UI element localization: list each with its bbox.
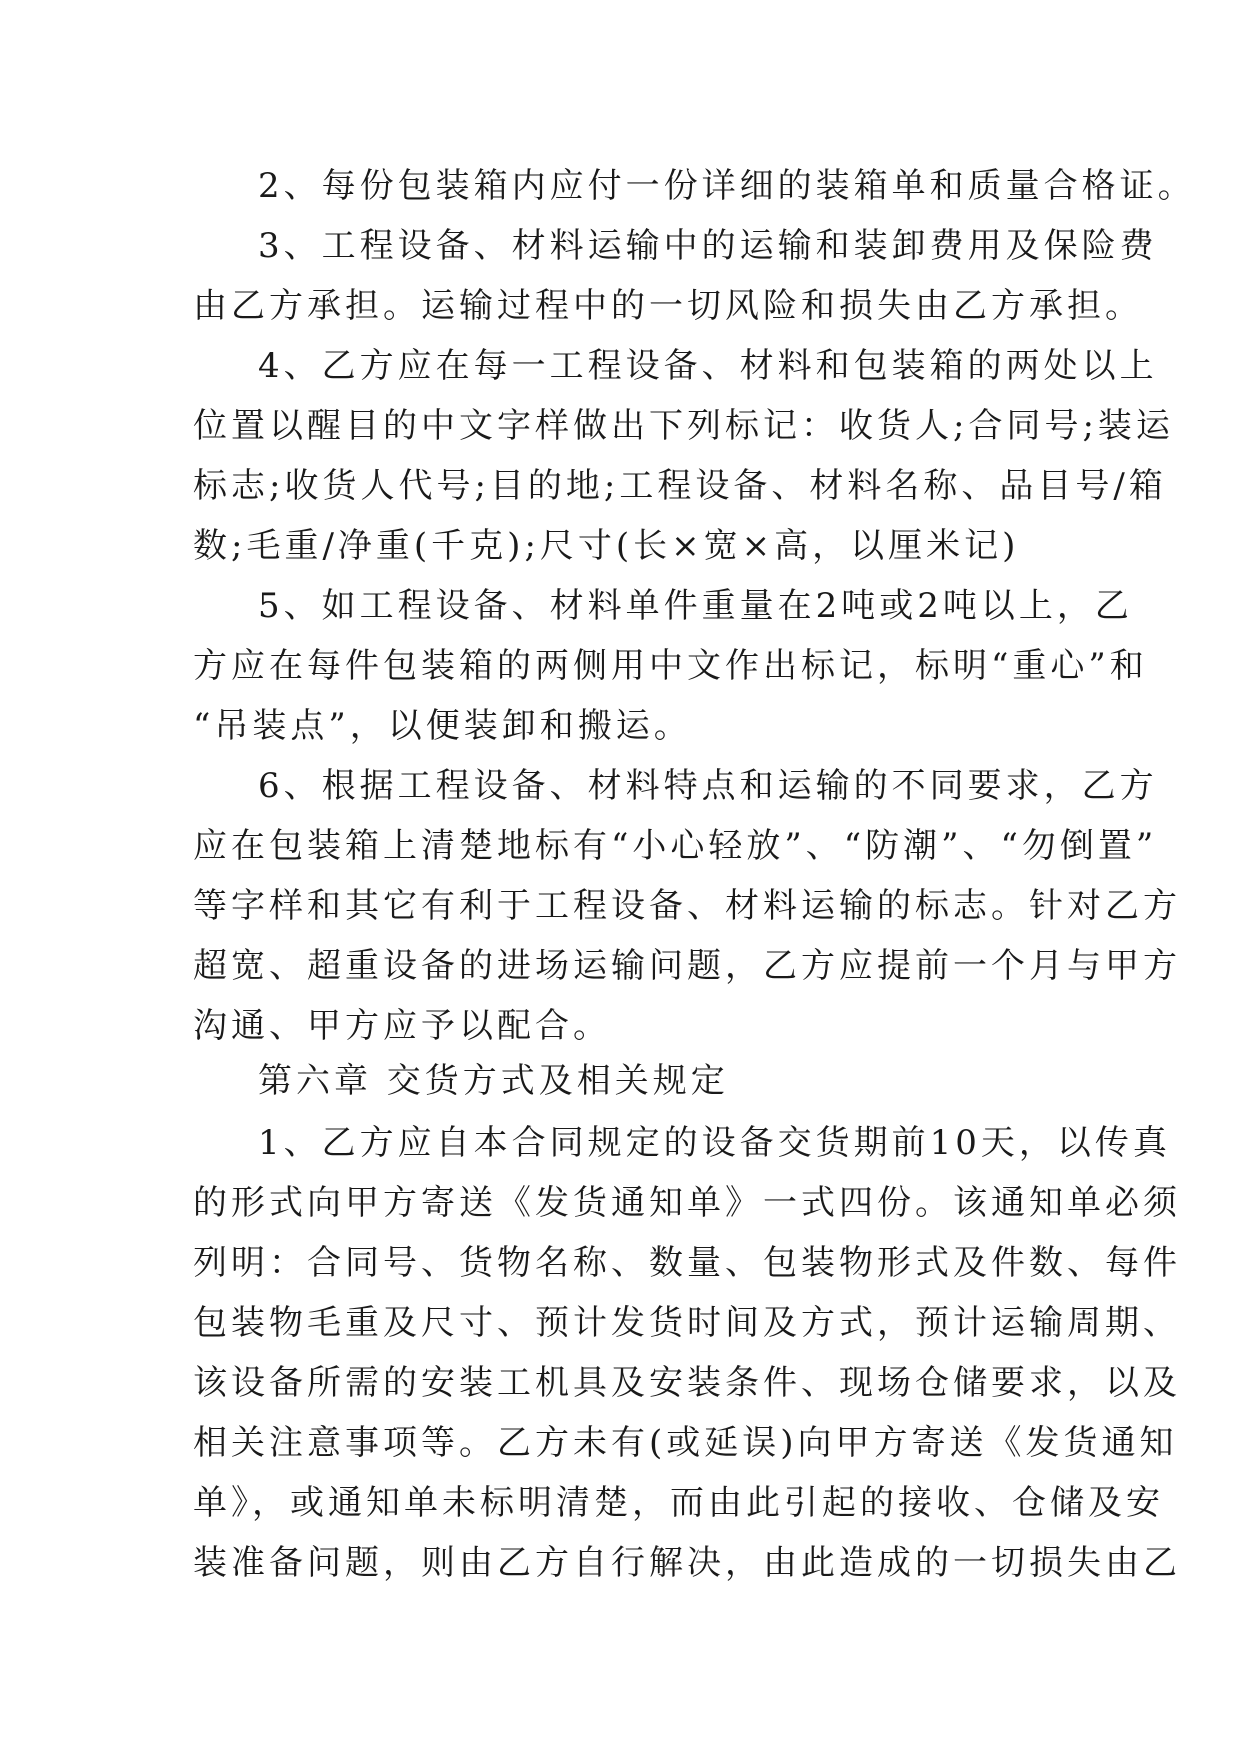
paragraph-3-line-1: 3、工程设备、材料运输中的运输和装卸费用及保险费 — [258, 226, 1158, 266]
paragraph-6-line-1: 6、根据工程设备、材料特点和运输的不同要求，乙方 — [258, 766, 1158, 806]
chapter6-paragraph-1-line-7: 单》，或通知单未标明清楚，而由此引起的接收、仓储及安 — [193, 1483, 1164, 1523]
paragraph-5-line-2: 方应在每件包装箱的两侧用中文作出标记，标明“重心”和 — [193, 646, 1148, 686]
chapter6-paragraph-1-line-3: 列明：合同号、货物名称、数量、包装物形式及件数、每件 — [193, 1243, 1181, 1283]
paragraph-2-line-1: 2、每份包装箱内应付一份详细的装箱单和质量合格证。 — [258, 166, 1196, 206]
paragraph-4-line-4: 数;毛重/净重(千克);尺寸(长×宽×高，以厘米记) — [193, 526, 1020, 566]
chapter6-paragraph-1-line-4: 包装物毛重及尺寸、预计发货时间及方式，预计运输周期、 — [193, 1303, 1181, 1343]
paragraph-4-line-1: 4、乙方应在每一工程设备、材料和包装箱的两处以上 — [258, 346, 1158, 386]
paragraph-5-line-1: 5、如工程设备、材料单件重量在2吨或2吨以上，乙 — [258, 586, 1133, 626]
paragraph-6-line-4: 超宽、超重设备的进场运输问题，乙方应提前一个月与甲方 — [193, 946, 1181, 986]
paragraph-6-line-3: 等字样和其它有利于工程设备、材料运输的标志。针对乙方 — [193, 886, 1181, 926]
chapter6-paragraph-1-line-2: 的形式向甲方寄送《发货通知单》一式四份。该通知单必须 — [193, 1183, 1181, 1223]
chapter-heading: 第六章 交货方式及相关规定 — [258, 1061, 729, 1101]
chapter6-paragraph-1-line-5: 该设备所需的安装工机具及安装条件、现场仓储要求，以及 — [193, 1363, 1181, 1403]
paragraph-6-line-5: 沟通、甲方应予以配合。 — [193, 1006, 611, 1046]
chapter6-paragraph-1-line-6: 相关注意事项等。乙方未有(或延误)向甲方寄送《发货通知 — [193, 1423, 1178, 1463]
paragraph-3-line-2: 由乙方承担。运输过程中的一切风险和损失由乙方承担。 — [193, 286, 1143, 326]
paragraph-4-line-2: 位置以醒目的中文字样做出下列标记：收货人;合同号;装运 — [193, 406, 1174, 446]
chapter6-paragraph-1-line-8: 装准备问题，则由乙方自行解决，由此造成的一切损失由乙 — [193, 1543, 1181, 1583]
paragraph-6-line-2: 应在包装箱上清楚地标有“小心轻放”、“防潮”、“勿倒置” — [193, 826, 1158, 866]
paragraph-4-line-3: 标志;收货人代号;目的地;工程设备、材料名称、品目号/箱 — [193, 466, 1167, 506]
paragraph-5-line-3: “吊装点”，以便装卸和搬运。 — [193, 706, 692, 746]
chapter6-paragraph-1-line-1: 1、乙方应自本合同规定的设备交货期前10天，以传真 — [258, 1123, 1171, 1163]
